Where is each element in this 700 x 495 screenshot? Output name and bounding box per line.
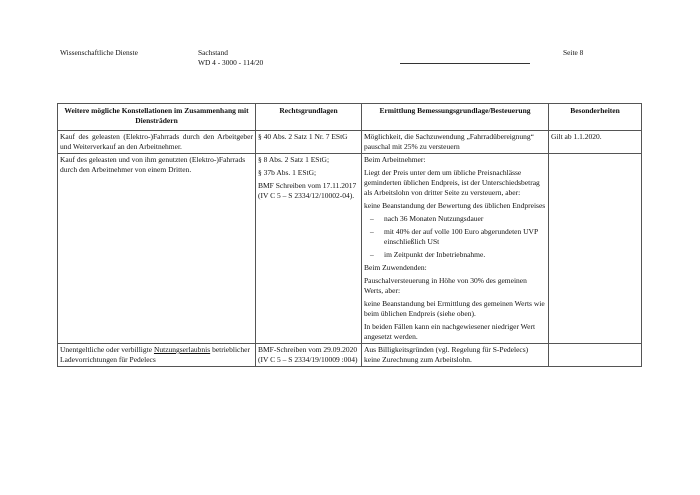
list-item: – im Zeitpunkt der Inbetriebnahme.	[364, 250, 546, 260]
law-reference: § 8 Abs. 2 Satz 1 EStG;	[258, 155, 330, 164]
dash-bullet-icon: –	[370, 250, 374, 259]
law-reference: § 37b Abs. 1 EStG;	[258, 168, 317, 177]
header-page-number: Seite 8	[563, 48, 584, 57]
giver-text: Pauschalversteuerung in Höhe von 30% des gemeinen Werts, aber:	[364, 276, 527, 295]
table-row	[58, 344, 642, 367]
list-item: – mit 40% der auf volle 100 Euro abgerundeten UVP einschließlich USt	[364, 227, 546, 247]
column-header-constellations: Weitere mögliche Konstellationen im Zusammenhang mit Diensträdern	[58, 104, 256, 131]
cell-case: Kauf des geleasten (Elektro-)Fahrrads durch den Arbeitgeber und Weiterverkauf an den Arbeitnehmer.	[58, 131, 256, 154]
no-objection-text: keine Beanstandung der Bewertung des üblichen Endpreises	[364, 201, 546, 210]
cell-legal-basis: § 40 Abs. 2 Satz 1 Nr. 7 EStG	[256, 131, 362, 154]
column-header-notes: Besonderheiten	[549, 104, 642, 131]
dash-bullet-icon: –	[370, 214, 374, 223]
column-header-assessment: Ermittlung Bemessungsgrundlage/Besteuerung	[362, 104, 549, 131]
header-organization: Wissenschaftliche Dienste	[60, 48, 138, 57]
list-item: – nach 36 Monaten Nutzungsdauer	[364, 214, 546, 224]
dash-bullet-icon: –	[370, 227, 374, 236]
employee-text: Liegt der Preis unter dem um übliche Preisnachlässe geminderten üblichen Endpreis, ist der Unterschiedsbetrag als Arbeitslohn von dritter Seite zu versteuern, aber:	[364, 168, 540, 197]
cell-assessment: Möglichkeit, die Sachzuwendung „Fahrradübereignung“ pauschal mit 25% zu versteuern	[362, 131, 549, 154]
cell-assessment: Aus Billigkeitsgründen (vgl. Regelung für S-Pedelecs) keine Zurechnung zum Arbeitslohn.	[362, 344, 549, 367]
cell-notes	[549, 154, 642, 344]
header-doc-type: Sachstand	[198, 48, 228, 57]
bicycle-tax-table	[57, 103, 642, 367]
table-row	[58, 131, 642, 154]
cell-assessment	[362, 154, 549, 344]
employee-heading: Beim Arbeitnehmer:	[364, 155, 426, 164]
cell-notes: Gilt ab 1.1.2020.	[549, 131, 642, 154]
cell-case: Kauf des geleasten und von ihm genutzten (Elektro-)Fahrrads durch den Arbeitnehmer von einem Dritten.	[58, 154, 256, 344]
both-cases-text: In beiden Fällen kann ein nachgewiesener niedriger Wert angesetzt werden.	[364, 322, 536, 341]
table-row	[58, 154, 642, 344]
cell-notes	[549, 344, 642, 367]
law-reference: BMF Schreiben vom 17.11.2017 (IV C 5 – S 2334/12/10002-04).	[258, 181, 357, 200]
giver-heading: Beim Zuwendenden:	[364, 263, 427, 272]
header-doc-number: WD 4 - 3000 - 114/20	[198, 58, 264, 67]
cell-legal-basis	[256, 154, 362, 344]
cell-case: Unentgeltliche oder verbilligte Nutzungserlaubnis betrieblicher Ladevorrichtungen für Pedelecs	[58, 344, 256, 367]
cell-legal-basis: BMF-Schreiben vom 29.09.2020 (IV C 5 – S 2334/19/10009 :004)	[256, 344, 362, 367]
header-rule	[400, 63, 530, 64]
column-header-legal-basis: Rechtsgrundlagen	[256, 104, 362, 131]
giver-no-objection-text: keine Beanstandung bei Ermittlung des gemeinen Werts wie beim üblichen Endpreis (siehe oben).	[364, 299, 545, 318]
table-header-row	[58, 104, 642, 131]
header-document-info	[198, 48, 263, 68]
underlined-term: Nutzungserlaubnis	[153, 345, 211, 354]
